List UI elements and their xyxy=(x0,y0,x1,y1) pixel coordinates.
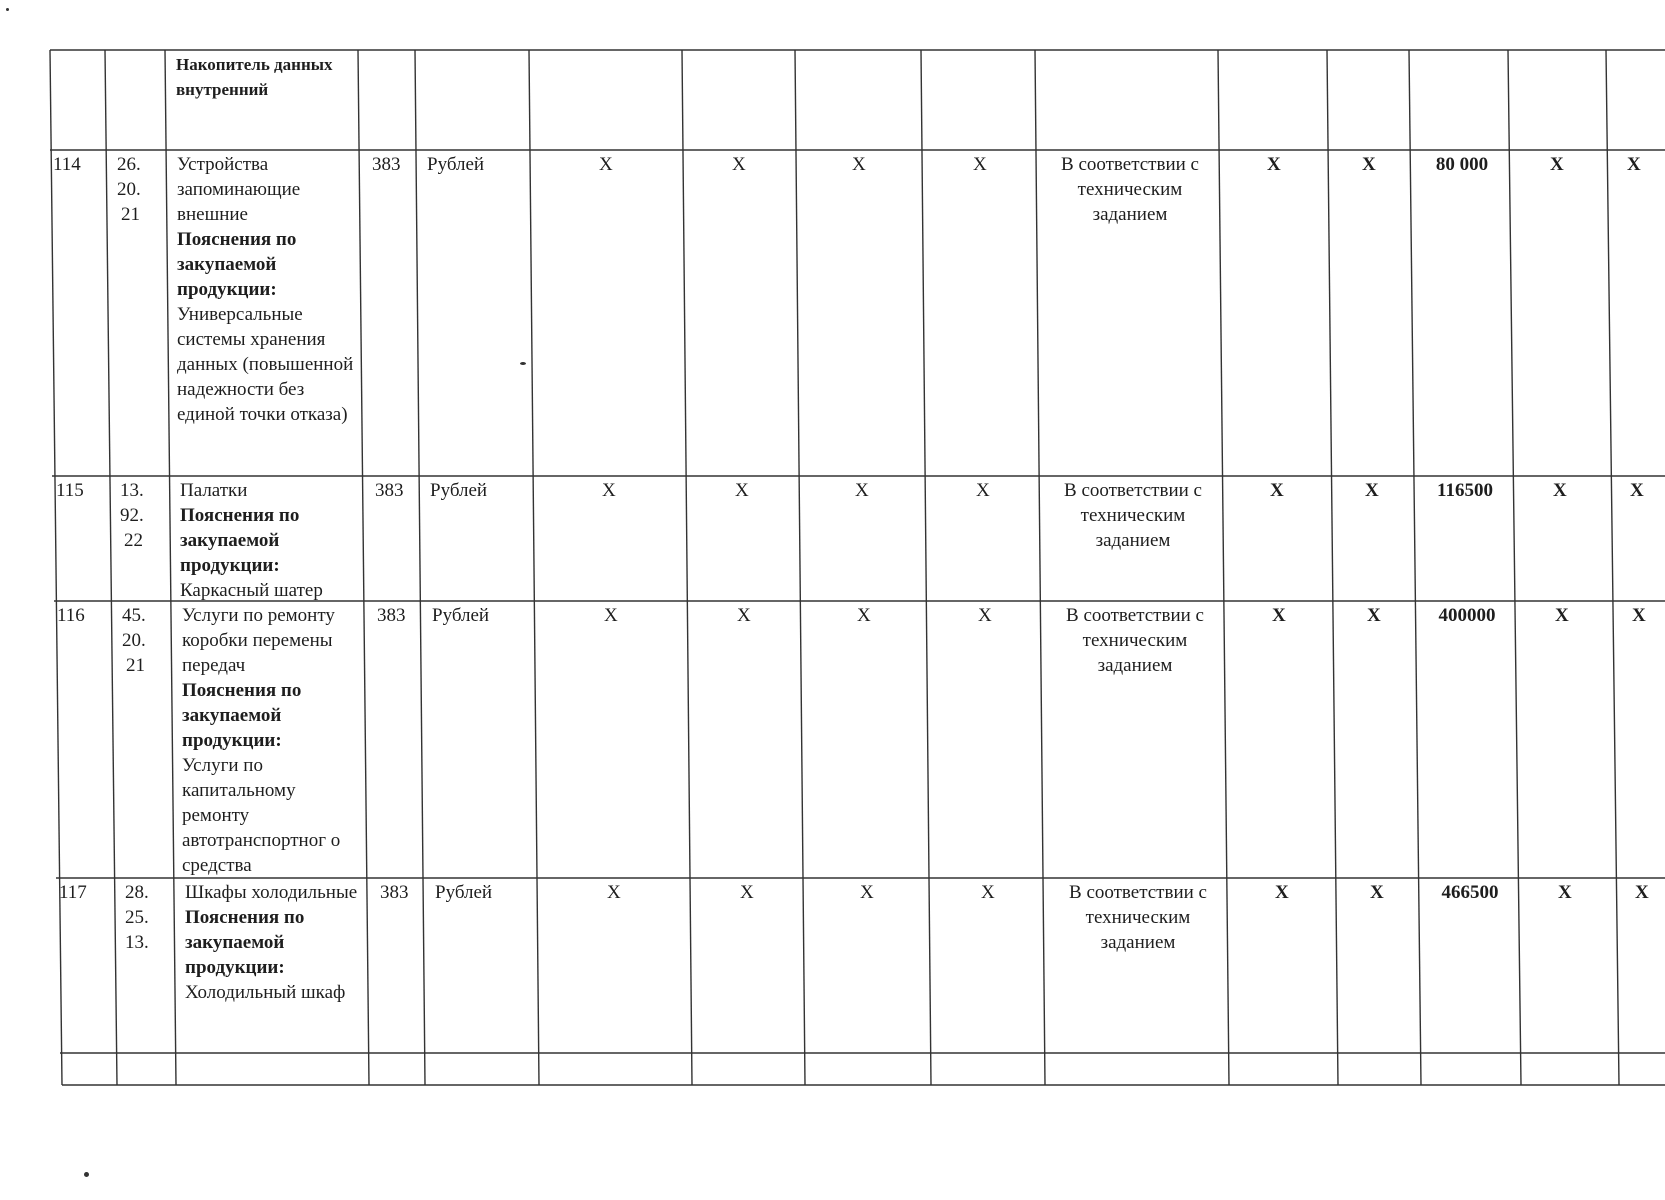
x-mark-bold: X xyxy=(1365,480,1379,501)
x-mark-bold: X xyxy=(1370,882,1384,903)
product-note-text: Холодильный шкаф xyxy=(185,982,346,1003)
product-name: Услуги по ремонту коробки перемены передач xyxy=(182,605,335,676)
okpd-code-part: 22 xyxy=(124,530,143,551)
okpd-code-part: 25. xyxy=(125,907,149,928)
requirement-text: В соответствии с техническим заданием xyxy=(1066,605,1204,676)
scan-speck xyxy=(6,8,9,11)
scan-speck xyxy=(84,1172,89,1177)
product-cell xyxy=(177,152,357,427)
product-note-label: Пояснения по закупаемой продукции: xyxy=(185,907,305,978)
x-mark-bold: X xyxy=(1630,480,1644,501)
row-number: 115 xyxy=(56,480,84,501)
x-mark: X xyxy=(976,480,990,501)
x-mark: X xyxy=(599,154,613,175)
okpd-code-part: 45. xyxy=(122,605,146,626)
unit-code: 383 xyxy=(377,605,406,626)
okpd-code-part: 21 xyxy=(126,655,145,676)
product-name: Устройства запоминающие внешние xyxy=(177,154,301,225)
product-note-text: Каркасный шатер xyxy=(180,580,323,601)
requirement-text: В соответствии с техническим заданием xyxy=(1061,154,1199,225)
header-row-name: Накопитель данных внутренний xyxy=(176,55,333,99)
price-value: 80 000 xyxy=(1435,154,1489,175)
product-cell xyxy=(180,478,360,603)
product-note-text: Услуги по капитальному ремонту автотранспортног о средства xyxy=(182,755,341,876)
okpd-code-part: 20. xyxy=(122,630,146,651)
x-mark: X xyxy=(735,480,749,501)
x-mark: X xyxy=(602,480,616,501)
product-note-text: Универсальные системы хранения данных (повышенной надежности без единой точки отказа) xyxy=(177,304,354,425)
x-mark: X xyxy=(740,882,754,903)
okpd-code-part: 21 xyxy=(121,204,140,225)
x-mark-bold: X xyxy=(1632,605,1646,626)
x-mark: X xyxy=(978,605,992,626)
x-mark-bold: X xyxy=(1558,882,1572,903)
okpd-code-part: 28. xyxy=(125,882,149,903)
x-mark-bold: X xyxy=(1272,605,1286,626)
requirement-text: В соответствии с техническим заданием xyxy=(1069,882,1207,953)
price-value: 466500 xyxy=(1441,882,1499,903)
price-value: 116500 xyxy=(1437,480,1493,501)
x-mark: X xyxy=(981,882,995,903)
x-mark: X xyxy=(857,605,871,626)
product-note-label: Пояснения по закупаемой продукции: xyxy=(180,505,300,576)
okpd-code-part: 13. xyxy=(125,932,149,953)
x-mark-bold: X xyxy=(1267,154,1281,175)
x-mark: X xyxy=(607,882,621,903)
product-note-label: Пояснения по закупаемой продукции: xyxy=(182,680,302,751)
x-mark: X xyxy=(860,882,874,903)
x-mark-bold: X xyxy=(1362,154,1376,175)
unit-name: Рублей xyxy=(427,154,485,175)
x-mark: X xyxy=(852,154,866,175)
x-mark-bold: X xyxy=(1627,154,1641,175)
unit-name: Рублей xyxy=(430,480,488,501)
okpd-code-part: 20. xyxy=(117,179,141,200)
x-mark: X xyxy=(604,605,618,626)
okpd-code-part: 92. xyxy=(120,505,144,526)
x-mark: X xyxy=(855,480,869,501)
okpd-code-part: 26. xyxy=(117,154,141,175)
x-mark: X xyxy=(732,154,746,175)
scan-speck xyxy=(520,362,526,365)
x-mark: X xyxy=(973,154,987,175)
product-cell xyxy=(185,880,365,1005)
unit-code: 383 xyxy=(375,480,404,501)
requirement-text: В соответствии с техническим заданием xyxy=(1064,480,1202,551)
product-name: Шкафы холодильные xyxy=(185,882,358,903)
x-mark-bold: X xyxy=(1275,882,1289,903)
unit-name: Рублей xyxy=(435,882,493,903)
product-name: Палатки xyxy=(180,480,248,501)
x-mark-bold: X xyxy=(1367,605,1381,626)
x-mark-bold: X xyxy=(1553,480,1567,501)
product-cell xyxy=(182,603,364,878)
row-number: 114 xyxy=(53,154,81,175)
x-mark-bold: X xyxy=(1635,882,1649,903)
product-note-label: Пояснения по закупаемой продукции: xyxy=(177,229,297,300)
unit-code: 383 xyxy=(372,154,401,175)
x-mark-bold: X xyxy=(1550,154,1564,175)
okpd-code-part: 13. xyxy=(120,480,144,501)
unit-name: Рублей xyxy=(432,605,490,626)
row-number: 117 xyxy=(59,882,87,903)
x-mark-bold: X xyxy=(1555,605,1569,626)
price-value: 400000 xyxy=(1438,605,1496,626)
x-mark: X xyxy=(737,605,751,626)
row-number: 116 xyxy=(57,605,85,626)
unit-code: 383 xyxy=(380,882,409,903)
x-mark-bold: X xyxy=(1270,480,1284,501)
